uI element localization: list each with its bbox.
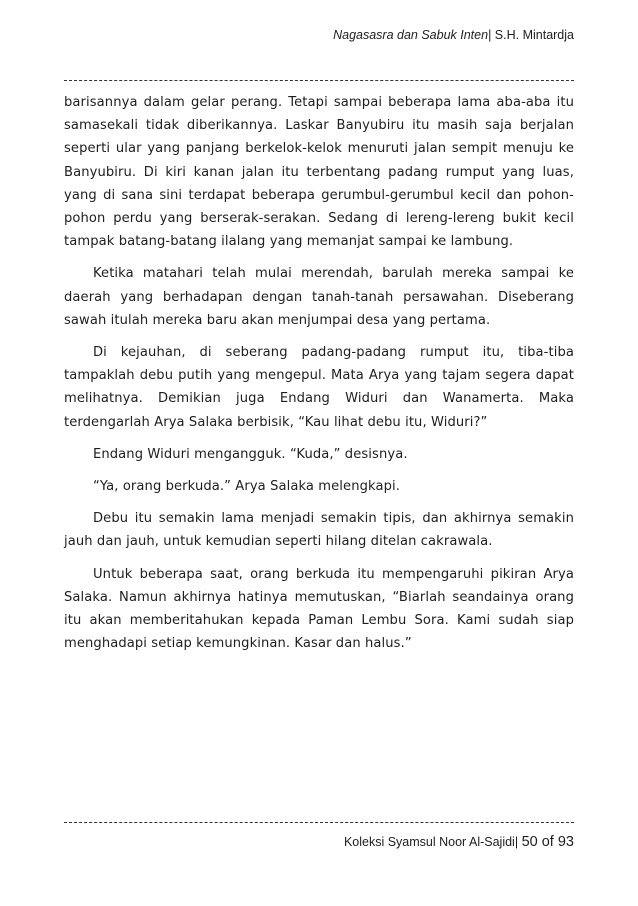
- paragraph: Debu itu semakin lama menjadi semakin tipis, dan akhirnya semakin jauh dan jauh, untuk kemudian seperti hilang ditelan cakrawala.: [64, 511, 574, 550]
- paragraph: barisannya dalam gelar perang. Tetapi sampai beberapa lama aba-aba itu samasekali tidak diberikannya. Laskar Banyubiru itu masih saja berjalan seperti ular yang panjang berkelok-kelok menuruti jalan sempit menuju ke Banyubiru. Di kiri kanan jalan itu terbentang padang rumput yang luas, yang di sana sini terdapat beberapa gerumbul-gerumbul kecil dan pohon-pohon perdu yang berserak-serakan. Sedang di lereng-lereng bukit kecil tampak batang-batang ilalang yang memanjat sampai ke lambung.: [64, 95, 574, 250]
- header-divider: [64, 80, 574, 81]
- body-text: [64, 91, 574, 664]
- paragraph: Di kejauhan, di seberang padang-padang rumput itu, tiba-tiba tampaklah debu putih yang mengepul. Mata Arya yang tajam segera dapat melihatnya. Demikian juga Endang Widuri dan Wanamerta. Maka terdengarlah Arya Salaka berbisik, “Kau lihat debu itu, Widuri?”: [64, 345, 574, 430]
- paragraph: Ketika matahari telah mulai merendah, barulah mereka sampai ke daerah yang berhadapan dengan tanah-tanah persawahan. Diseberang sawah itulah mereka baru akan menjumpai desa yang pertama.: [64, 266, 574, 328]
- paragraph: Untuk beberapa saat, orang berkuda itu mempengaruhi pikiran Arya Salaka. Namun akhirnya hatinya memutuskan, “Biarlah seandainya orang itu akan memberitahukan kepada Paman Lembu Sora. Kami sudah siap menghadapi setiap kemungkinan. Kasar dan halus.”: [64, 566, 574, 652]
- page-header: [64, 28, 574, 42]
- footer-separator: |: [514, 835, 522, 849]
- page-footer: [64, 834, 574, 850]
- page-number: 50 of 93: [521, 834, 574, 850]
- collection-name: Koleksi Syamsul Noor Al-Sajidi: [343, 835, 515, 849]
- author-name: S.H. Mintardja: [494, 28, 574, 42]
- paragraph: “Ya, orang berkuda.” Arya Salaka melengkapi.: [93, 479, 400, 495]
- paragraph: Endang Widuri mengangguk. “Kuda,” desisnya.: [93, 446, 408, 462]
- book-title: Nagasasra dan Sabuk Inten: [333, 28, 489, 42]
- header-separator: |: [488, 28, 495, 42]
- footer-divider: [64, 822, 574, 823]
